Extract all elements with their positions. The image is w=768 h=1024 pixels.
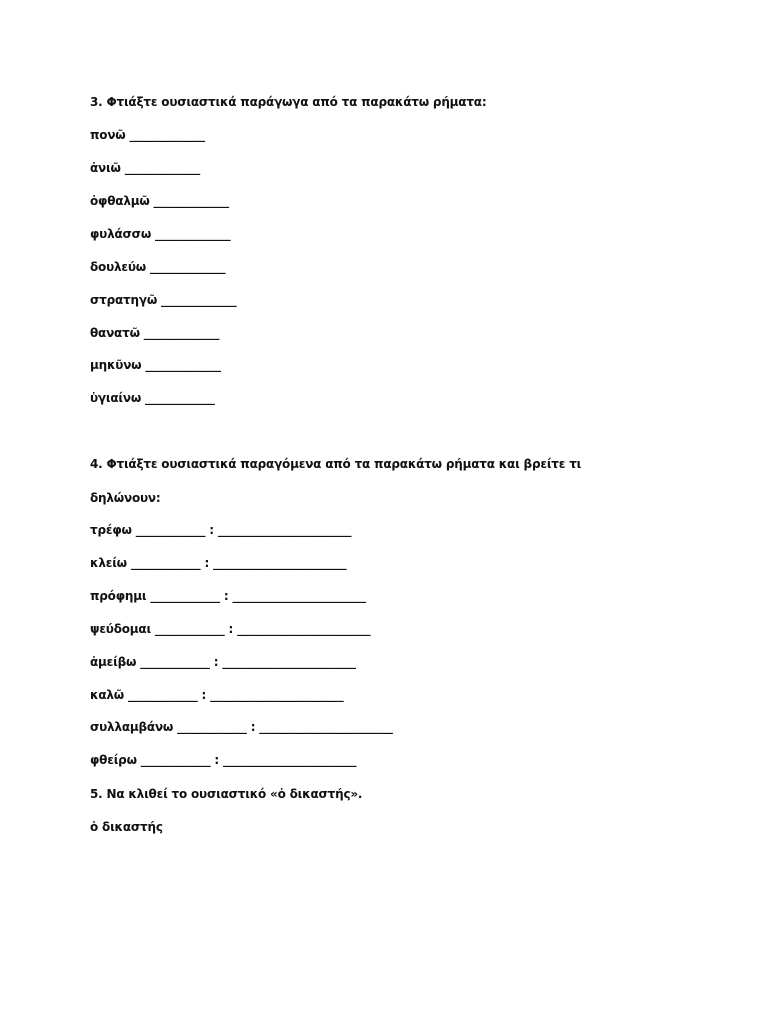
section-4-item-5: ἀμείβω ____________ : _______________________ xyxy=(90,655,356,669)
section-4-item-2: κλείω ____________ : _______________________ xyxy=(90,556,347,570)
section-4-item-7: συλλαμβάνω ____________ : _______________________ xyxy=(90,720,393,734)
section-3-item-3: ὀφθαλμῶ _____________ xyxy=(90,194,229,208)
section-3-item-1: πονῶ _____________ xyxy=(90,128,205,142)
section-3-item-8: μηκῦνω _____________ xyxy=(90,358,221,372)
section-3-item-5: δουλεύω _____________ xyxy=(90,260,226,274)
section-3-item-2: ἀνιῶ _____________ xyxy=(90,161,201,175)
section-5-heading: 5. Να κλιθεί το ουσιαστικό «ὁ δικαστής». xyxy=(90,787,363,801)
section-3-item-9: ὑγιαίνω ____________ xyxy=(90,391,215,405)
section-4-item-1: τρέφω ____________ : _______________________ xyxy=(90,523,352,537)
section-3-heading: 3. Φτιάξτε ουσιαστικά παράγωγα από τα παρακάτω ρήματα: xyxy=(90,95,487,109)
section-3-item-4: φυλάσσω _____________ xyxy=(90,227,231,241)
section-4-item-8: φθείρω ____________ : _______________________ xyxy=(90,753,357,767)
section-4-heading-line-1: 4. Φτιάξτε ουσιαστικά παραγόμενα από τα παρακάτω ρήματα και βρείτε τι xyxy=(90,457,582,471)
section-4-heading-line-2: δηλώνουν: xyxy=(90,491,161,505)
section-3-item-7: θανατῶ _____________ xyxy=(90,326,220,340)
section-4-item-4: ψεύδομαι ____________ : _______________________ xyxy=(90,622,371,636)
section-4-item-6: καλῶ ____________ : _______________________ xyxy=(90,688,344,702)
section-5-word: ὁ δικαστής xyxy=(90,820,163,834)
section-3-item-6: στρατηγῶ _____________ xyxy=(90,293,237,307)
section-4-item-3: πρόφημι ____________ : _______________________ xyxy=(90,589,366,603)
